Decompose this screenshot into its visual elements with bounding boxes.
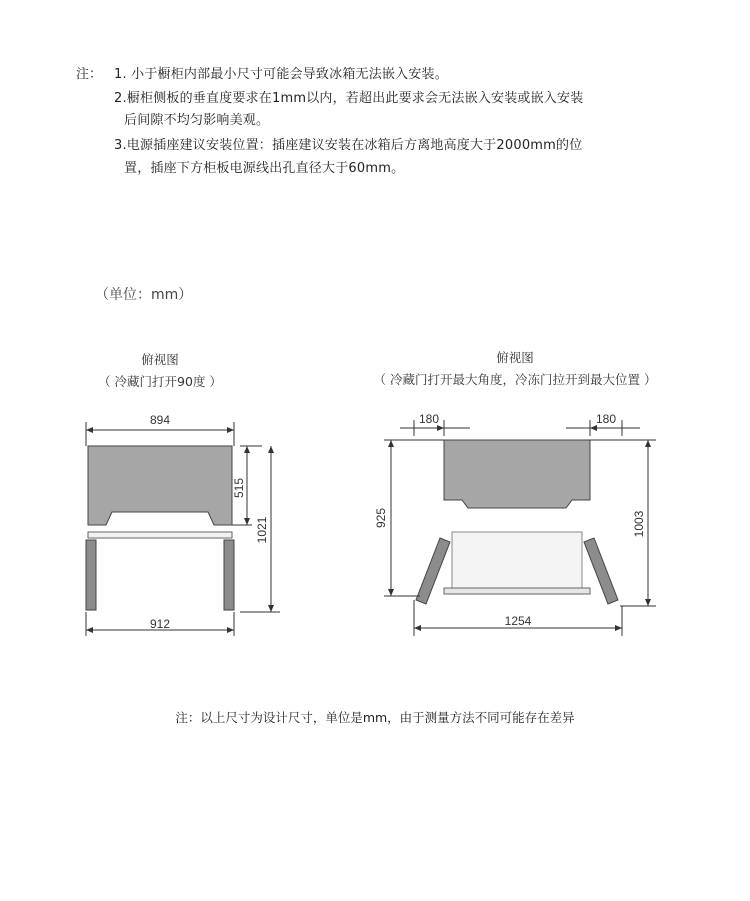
view2-title: 俯视图 xyxy=(496,350,534,365)
view1-dim-width-bottom: 912 xyxy=(149,617,171,631)
view1-title: 俯视图 xyxy=(141,352,179,367)
view2-dim-depth-right: 1003 xyxy=(632,510,646,538)
unit-label: （单位：mm） xyxy=(95,287,193,303)
view1-dim-width-top: 894 xyxy=(149,413,171,427)
note-line-4: 3.电源插座建议安装位置：插座建议安装在冰箱后方离地高度大于2000mm的位 xyxy=(114,138,583,153)
footer-note: 注：以上尺寸为设计尺寸，单位是mm，由于测量方法不同可能存在差异 xyxy=(175,710,575,725)
view2-drawing xyxy=(384,420,656,636)
view2-dim-right-gap: 180 xyxy=(595,412,617,426)
notes-prefix: 注： xyxy=(76,67,103,82)
view1-dim-depth-body: 515 xyxy=(232,477,246,499)
view2-subtitle: （ 冷藏门打开最大角度，冷冻门拉开到最大位置 ） xyxy=(373,372,657,387)
view2-dim-width-bottom: 1254 xyxy=(504,614,532,628)
note-line-2: 2.橱柜侧板的垂直度要求在1mm以内，若超出此要求会无法嵌入安装或嵌入安装 xyxy=(114,91,584,106)
view2-dim-depth-left: 925 xyxy=(374,507,388,529)
note-line-5: 置，插座下方柜板电源线出孔直径大于60mm。 xyxy=(124,161,405,176)
view2-dim-left-gap: 180 xyxy=(418,412,440,426)
view1-drawing xyxy=(86,422,280,636)
view1-dim-depth-total: 1021 xyxy=(255,516,269,544)
note-line-3: 后间隙不均匀影响美观。 xyxy=(124,113,270,128)
note-line-1: 1. 小于橱柜内部最小尺寸可能会导致冰箱无法嵌入安装。 xyxy=(114,67,448,82)
view1-subtitle: （ 冷藏门打开90度 ） xyxy=(98,374,222,389)
